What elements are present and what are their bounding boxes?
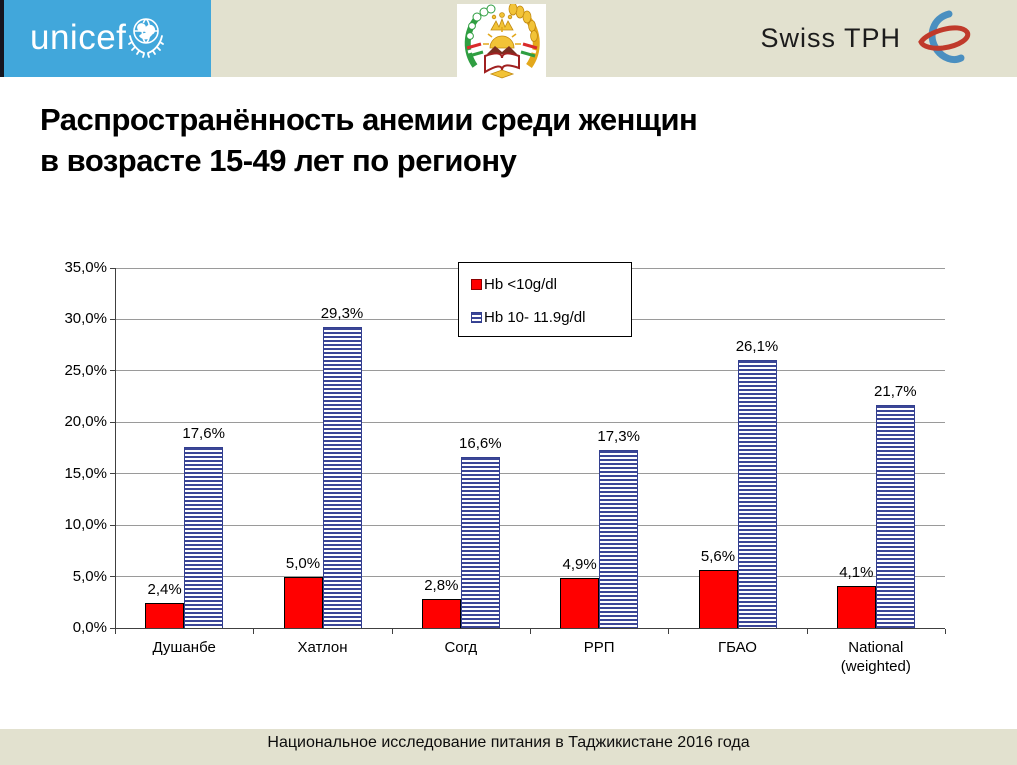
bar-value-label: 16,6% [459,435,502,453]
gridline [115,422,945,423]
legend-item-hb-mid [471,307,631,328]
y-axis-label: 35,0% [64,259,107,276]
legend-label-hb-low: Hb <10g/dl [484,276,557,293]
x-axis-category-label: ГБАО [718,639,757,656]
bar-hb-low [284,577,323,628]
bar-value-label: 17,3% [597,428,640,446]
footer-band [0,729,1017,765]
y-axis-label: 15,0% [64,464,107,482]
bar-hb-low [422,599,461,628]
x-axis-tick [253,629,254,634]
gridline [115,473,945,474]
x-axis-category-label: National (weighted) [840,639,911,675]
y-axis-label: 10,0% [64,516,107,534]
y-axis-label: 20,0% [64,413,107,431]
bar-value-label: 21,7% [874,382,917,400]
x-axis-tick [115,629,116,634]
bar-value-label: 17,6% [182,424,225,442]
chart-legend [458,262,632,337]
y-axis-label: 25,0% [64,361,107,379]
page-title-line2: в возрасте 15-49 лет по региону [40,143,517,178]
bar-value-label: 2,4% [147,581,182,599]
bar-value-label: 26,1% [735,337,779,355]
x-axis-category-label: РРП [583,639,615,656]
legend-swatch-red-icon [471,279,482,290]
y-axis-line [115,268,116,633]
bar-hb-mid [461,457,500,628]
x-axis-tick [945,629,946,634]
legend-item-hb-low [471,274,631,295]
y-axis-label: 30,0% [64,310,107,328]
x-axis-category-label: Хатлон [297,639,348,656]
bar-value-label: 2,8% [424,577,459,595]
swisstph-label: Swiss TPH [760,23,901,53]
bar-value-label: 4,9% [562,555,597,573]
bar-hb-mid [184,447,223,628]
legend-swatch-striped-icon [471,312,482,323]
bar-hb-low [145,603,184,628]
y-axis-label: 0,0% [72,619,107,636]
bar-hb-low [699,570,738,628]
footer-text: Национальное исследование питания в Таджикистане 2016 года [267,734,750,751]
x-axis-tick [392,629,393,634]
y-axis-label: 5,0% [72,567,107,585]
x-axis-tick [668,629,669,634]
x-axis-tick [807,629,808,634]
bar-value-label: 5,6% [700,548,736,566]
legend-label-hb-mid: Hb 10- 11.9g/dl [484,309,586,326]
bar-hb-low [837,586,876,628]
bar-hb-mid [876,405,915,628]
bar-value-label: 4,1% [839,563,874,581]
x-axis-category-label: Согд [444,639,478,656]
x-axis-category-label: Душанбе [152,639,216,656]
unicef-wordmark: unicef [30,18,127,57]
bar-hb-low [560,578,599,628]
bar-value-label: 29,3% [320,304,364,322]
gridline [115,525,945,526]
bar-hb-mid [738,360,777,628]
x-axis-tick [530,629,531,634]
page-title-line1: Распространённость анемии среди женщин [40,102,698,137]
gridline [115,370,945,371]
bar-hb-mid [323,327,362,628]
bar-hb-mid [599,450,638,628]
bar-value-label: 5,0% [285,554,321,572]
